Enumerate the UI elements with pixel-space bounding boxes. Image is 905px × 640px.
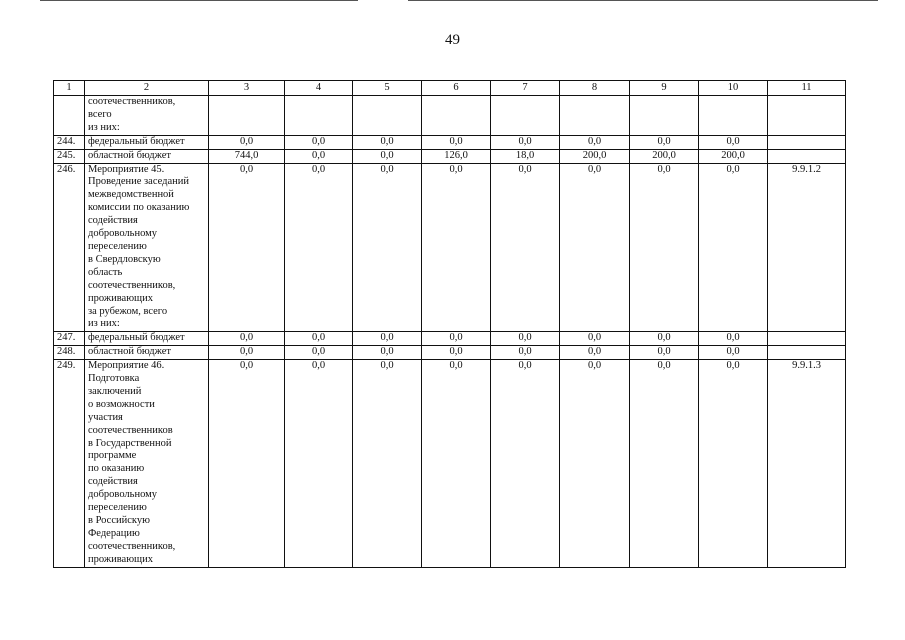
value-cell: 0,0 — [630, 332, 699, 346]
value-cell: 0,0 — [209, 360, 285, 568]
table-header-row — [54, 81, 846, 96]
value-cell: 0,0 — [699, 360, 768, 568]
page-number: 49 — [445, 32, 460, 48]
value-cell: 126,0 — [422, 149, 491, 163]
column-header: 8 — [560, 81, 630, 96]
column-header: 4 — [285, 81, 353, 96]
value-cell: 0,0 — [422, 135, 491, 149]
description-cell: Мероприятие 45. Проведение заседаний межведомственной комиссии по оказанию содействия добровольному переселению в Свердловскую область соотечественников, проживающих за рубежом, всего из них: — [85, 163, 209, 332]
value-cell — [209, 96, 285, 136]
value-cell: 200,0 — [630, 149, 699, 163]
row-number-cell: 248. — [54, 346, 85, 360]
value-cell: 0,0 — [209, 346, 285, 360]
code-cell — [768, 346, 846, 360]
value-cell: 0,0 — [285, 360, 353, 568]
table-row — [54, 360, 846, 568]
value-cell: 0,0 — [491, 346, 560, 360]
value-cell: 0,0 — [491, 163, 560, 332]
value-cell: 0,0 — [353, 163, 422, 332]
column-header: 2 — [85, 81, 209, 96]
value-cell: 0,0 — [699, 135, 768, 149]
value-cell: 0,0 — [560, 332, 630, 346]
description-cell: Мероприятие 46. Подготовка заключений о возможности участия соотечественников в Государственной программе по оказанию содействия добровольному переселению в Российскую Федерацию соотечественников, проживающих — [85, 360, 209, 568]
value-cell: 0,0 — [285, 149, 353, 163]
value-cell: 200,0 — [560, 149, 630, 163]
value-cell: 200,0 — [699, 149, 768, 163]
value-cell: 18,0 — [491, 149, 560, 163]
column-header: 7 — [491, 81, 560, 96]
value-cell: 0,0 — [630, 135, 699, 149]
value-cell: 0,0 — [353, 149, 422, 163]
value-cell: 0,0 — [285, 163, 353, 332]
row-number-cell: 245. — [54, 149, 85, 163]
value-cell — [353, 96, 422, 136]
value-cell — [560, 96, 630, 136]
row-number-cell: 246. — [54, 163, 85, 332]
data-table — [53, 80, 846, 568]
table-row — [54, 149, 846, 163]
value-cell: 0,0 — [630, 346, 699, 360]
value-cell — [285, 96, 353, 136]
code-cell: 9.9.1.3 — [768, 360, 846, 568]
column-header: 5 — [353, 81, 422, 96]
value-cell: 0,0 — [285, 135, 353, 149]
value-cell — [491, 96, 560, 136]
value-cell: 0,0 — [491, 332, 560, 346]
value-cell: 0,0 — [209, 135, 285, 149]
column-header: 1 — [54, 81, 85, 96]
value-cell: 744,0 — [209, 149, 285, 163]
value-cell: 0,0 — [353, 346, 422, 360]
value-cell: 0,0 — [422, 360, 491, 568]
row-number-cell: 249. — [54, 360, 85, 568]
description-cell: федеральный бюджет — [85, 135, 209, 149]
description-cell: федеральный бюджет — [85, 332, 209, 346]
value-cell: 0,0 — [699, 346, 768, 360]
table-row — [54, 96, 846, 136]
table-row — [54, 346, 846, 360]
code-cell — [768, 135, 846, 149]
row-number-cell: 244. — [54, 135, 85, 149]
value-cell: 0,0 — [353, 360, 422, 568]
value-cell — [630, 96, 699, 136]
code-cell — [768, 96, 846, 136]
value-cell: 0,0 — [422, 332, 491, 346]
value-cell: 0,0 — [209, 163, 285, 332]
value-cell: 0,0 — [560, 360, 630, 568]
value-cell: 0,0 — [560, 346, 630, 360]
value-cell: 0,0 — [560, 135, 630, 149]
code-cell: 9.9.1.2 — [768, 163, 846, 332]
column-header: 10 — [699, 81, 768, 96]
value-cell: 0,0 — [285, 332, 353, 346]
table-row — [54, 332, 846, 346]
value-cell: 0,0 — [422, 346, 491, 360]
value-cell: 0,0 — [630, 163, 699, 332]
value-cell: 0,0 — [422, 163, 491, 332]
value-cell: 0,0 — [491, 360, 560, 568]
value-cell — [422, 96, 491, 136]
description-cell: областной бюджет — [85, 149, 209, 163]
value-cell: 0,0 — [699, 163, 768, 332]
column-header: 6 — [422, 81, 491, 96]
table-row — [54, 163, 846, 332]
table-body — [54, 81, 846, 568]
row-number-cell: 247. — [54, 332, 85, 346]
top-rule-left — [40, 0, 358, 1]
code-cell — [768, 149, 846, 163]
column-header: 11 — [768, 81, 846, 96]
column-header: 9 — [630, 81, 699, 96]
value-cell: 0,0 — [285, 346, 353, 360]
value-cell: 0,0 — [560, 163, 630, 332]
value-cell: 0,0 — [209, 332, 285, 346]
row-number-cell — [54, 96, 85, 136]
value-cell: 0,0 — [353, 332, 422, 346]
value-cell: 0,0 — [699, 332, 768, 346]
table-row — [54, 135, 846, 149]
value-cell — [699, 96, 768, 136]
value-cell: 0,0 — [353, 135, 422, 149]
top-rule-right — [408, 0, 878, 1]
code-cell — [768, 332, 846, 346]
description-cell: областной бюджет — [85, 346, 209, 360]
value-cell: 0,0 — [491, 135, 560, 149]
value-cell: 0,0 — [630, 360, 699, 568]
description-cell: соотечественников, всего из них: — [85, 96, 209, 136]
column-header: 3 — [209, 81, 285, 96]
